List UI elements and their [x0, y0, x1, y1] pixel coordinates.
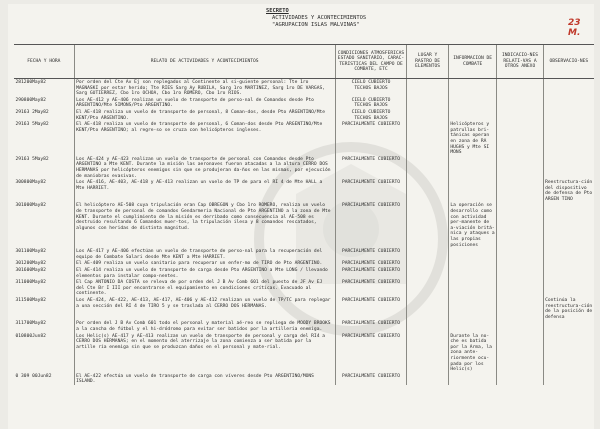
row-conditions: CIELO CUBIERTO TECHOS BAJOS: [335, 97, 407, 109]
row-combat-info: [448, 179, 497, 202]
row-annex: [497, 320, 543, 332]
row-location: [407, 297, 449, 320]
row-annex: [497, 79, 543, 97]
row-observations: [543, 279, 594, 297]
row-observations: [543, 248, 594, 260]
row-narrative: El AE-409 realiza un vuelo sanitario para recuperar un enfer-mo de TIRO de Pto ARGENTINO.: [74, 260, 335, 267]
row-annex: [497, 121, 543, 156]
row-observations: [543, 79, 594, 97]
row-conditions: CIELO CUBIERTO TECHOS BAJOS: [335, 79, 407, 97]
row-combat-info: Helicópteros y patrullas bri-tánicas operan en zona de RA HUGHS y Mte SI MONS: [448, 121, 497, 156]
row-annex: [497, 179, 543, 202]
row-conditions: PARCIALMENTE CUBIERTO: [335, 373, 407, 385]
row-date: 300800May82: [15, 180, 46, 186]
row-observations: [543, 267, 594, 279]
row-observations: [543, 121, 594, 156]
row-observations: Continúa la reestructura-ción de la posición de defensa: [545, 297, 593, 320]
table-row: [14, 333, 594, 373]
table-row: [14, 97, 594, 109]
column-header-observations: OBSERVACIO-NES: [543, 45, 594, 79]
row-date: 311500May82: [15, 297, 46, 303]
document-sheet: [8, 4, 594, 429]
row-location: [407, 260, 449, 267]
row-narrative: El AE-418 realiza un vuelo de transporte de personal, 6 Coman-dos desde Pto ARGENTINO/Mte KENT/Pto ARGENTINO; al regre-so se cruza con helicópteros ingleses.: [74, 121, 335, 156]
row-narrative: Los AE-412 y AE-406 realizan un vuelo de transporte de perso-nal de Comandos desde Pto ARGENTINO/Mte SIMONS/Pto ARGENTINO.: [74, 97, 335, 109]
row-location: [407, 97, 449, 109]
table-row: [14, 202, 594, 248]
row-narrative: El helicóptero AE-508 cuya tripulación eran Cap OBREGON y Cbo 1ro ROMERO, realiza un vuelo de transporte de personal de comandos Gendarmeria Nacional de Pto ARGENTINO a la zona de Mte KENT. Durante el cumplimiento de la misión es derribado como consecuencia al AE-508 es destruido resultando 6 Comandos muer-tos, la tripulación ilesa y 8 comandos rescatados, algunos con heridas de distinta magnitud.: [74, 202, 335, 248]
column-header-annex: INDICACIO-NES RELATI-VAS A OTROS ANEXO: [497, 45, 543, 79]
row-combat-info: [448, 248, 497, 260]
row-annex: [497, 248, 543, 260]
row-narrative: Por orden del J B Av Comb 601 todo el personal y material aé-reo se repliega de MOODY BROOKS a la cancha de fútbol y el hi-dródromo para evitar ser batidos por la artillería enemiga.: [74, 320, 335, 332]
unit-name: "AGRUPACION ISLAS MALVINAS": [272, 22, 360, 29]
row-date: 301200May82: [15, 261, 46, 267]
document-title: ACTIVIDADES Y ACONTECIMIENTOS: [272, 15, 367, 22]
row-conditions: PARCIALMENTE CUBIERTO: [335, 297, 407, 320]
row-observations: [543, 333, 594, 373]
row-observations: [543, 202, 594, 248]
row-location: [407, 179, 449, 202]
row-annex: [497, 97, 543, 109]
table-row: [14, 267, 594, 279]
table-row: [14, 279, 594, 297]
row-narrative: El AE-418 realiza un vuelo de transporte de personal, 8 Coman-dos, desde Pto ARGENTINO/Mte KENT/Pto ARGENTINO.: [74, 109, 335, 121]
row-narrative: Los AE-417 y AE-406 efectúan un vuelo de transporte de perso-nal para la recuperación del equipo de Combate Salari desde Mte KENT a Mte HARRIET.: [74, 248, 335, 260]
row-combat-info: [448, 97, 497, 109]
row-location: [407, 333, 449, 373]
column-header-location: LUGAR Y RASTRO DE ELEMENTOS: [407, 45, 449, 79]
row-annex: [497, 373, 543, 385]
table-row: [14, 297, 594, 320]
row-narrative: Por orden del Cte Av Ej son replegados al Continente al si-guiente personal: Tte 1ro MAGNASKI por estar herido; Tte RIES Sarg Ay RUBILA, Sarg 1ro MARTINEZ, Sarg 1ro DE VARGAS, Sarg GUTIERREZ, Cbo 1ro OCHOA, Cbo 1ro ROMERO, Cbo 1ro RIOS.: [74, 79, 335, 97]
row-observations: [543, 156, 594, 179]
row-date: 311700May82: [15, 321, 46, 327]
table-row: [14, 248, 594, 260]
row-conditions: PARCIALMENTE CUBIERTO: [335, 320, 407, 332]
table-row: [14, 121, 594, 156]
table-row: [14, 373, 594, 385]
row-observations: [543, 373, 594, 385]
row-combat-info: [448, 79, 497, 97]
row-location: [407, 121, 449, 156]
row-annex: [497, 267, 543, 279]
table-row: [14, 179, 594, 202]
row-conditions: PARCIALMENTE CUBIERTO: [335, 267, 407, 279]
row-date: 281200May82: [15, 80, 46, 85]
row-combat-info: [448, 279, 497, 297]
row-date: 311000May82: [15, 280, 46, 286]
row-location: [407, 267, 449, 279]
row-combat-info: [448, 320, 497, 332]
row-location: [407, 373, 449, 385]
row-narrative: Los AE-416, AE-403, AE-418 y AE-413 realizan un vuelo de TP de para el RI 4 de Mte HALL a Mte HARRIET.: [74, 179, 335, 202]
row-date: 010800Jun82: [15, 333, 46, 339]
row-combat-info: La operación se desarrollo como con actividad per-manente de a-viación britá-nica y ataques a las propias posiciones: [448, 202, 497, 248]
row-annex: [497, 260, 543, 267]
row-observations: [543, 260, 594, 267]
row-annex: [497, 333, 543, 373]
activities-log-table: [14, 44, 594, 385]
row-combat-info: Durante la no-che es batida por la Arma, la zona ante-riormente ocu-pada por los Helic(s): [448, 333, 497, 373]
row-combat-info: [448, 373, 497, 385]
row-combat-info: [448, 297, 497, 320]
row-annex: [497, 156, 543, 179]
row-observations: [543, 320, 594, 332]
row-location: [407, 156, 449, 179]
row-date: 29163 2May82: [15, 109, 49, 115]
row-location: [407, 202, 449, 248]
row-location: [407, 248, 449, 260]
document-heading: [266, 8, 366, 30]
table-body: [14, 79, 594, 385]
row-narrative: El Cap ANTONIO DA COSTA se releva de por orden del J B Av Comb 601 del puesto de JF Av EJ del Cte Br I III por encontrarse el equipamiento en condiciones críticas. Evacuado al continente.: [74, 279, 335, 297]
column-header-narrative: RELATO DE ACTIVIDADES Y ACONTECIMIENTOS: [74, 45, 335, 79]
row-conditions: PARCIALMENTE CUBIERTO: [335, 202, 407, 248]
row-conditions: PARCIALMENTE CUBIERTO: [335, 333, 407, 373]
row-location: [407, 320, 449, 332]
table-header: [14, 45, 594, 79]
row-annex: [497, 297, 543, 320]
row-observations: [543, 97, 594, 109]
row-combat-info: [448, 109, 497, 121]
row-annex: [497, 202, 543, 248]
row-conditions: PARCIALMENTE CUBIERTO: [335, 279, 407, 297]
row-conditions: PARCIALMENTE CUBIERTO: [335, 260, 407, 267]
row-date: 301100May82: [15, 249, 46, 255]
row-narrative: Los AE-424 y AE-423 realizan un vuelo de transporte de personal con Comandos desde Pto ARGENTINO a Mte KENT. Durante la misión las aeronaves fueron atacadas a la altura CERRO DOS HERMANAS por helicópteros enemigos sin que se produjeran da-ños en las mismas, por ejecución de maniobras evasivas.: [74, 156, 335, 179]
row-observations: [543, 109, 594, 121]
table-row: [14, 79, 594, 97]
row-annex: [497, 279, 543, 297]
row-combat-info: [448, 267, 497, 279]
row-conditions: PARCIALMENTE CUBIERTO: [335, 248, 407, 260]
row-date: 301000May82: [15, 203, 46, 209]
row-annex: [497, 109, 543, 121]
column-header-combat-info: INFORMACION DE COMBATE: [448, 45, 497, 79]
row-date: 29163 5May82: [15, 122, 49, 128]
row-date: 290800May82: [15, 97, 46, 103]
row-observations: Reestructura-ción del dispositivo de defensa de Pto ARGEN TINO: [545, 180, 593, 202]
row-date: 29163 5May82: [15, 156, 49, 162]
row-conditions: PARCIALMENTE CUBIERTO: [335, 156, 407, 179]
row-date: 301600May82: [15, 268, 46, 273]
classification-label: SECRETO: [266, 8, 289, 14]
table-row: [14, 260, 594, 267]
handwritten-page-number: 23 M.: [568, 18, 581, 38]
row-narrative: Los AE-424, AE-422, AE-413, AE-417, AE-406 y AE-412 realizan un vuelo de TP/TC para replegar a una sección del RI 4 de TIRO 5 y se traslada al CERRO DOS HERMANAS.: [74, 297, 335, 320]
row-narrative: El AE-422 efectúa un vuelo de transporte de carga con víveres desde Pto ARGENTINO/MONS ISLAND.: [74, 373, 335, 385]
table-row: [14, 156, 594, 179]
row-location: [407, 79, 449, 97]
row-combat-info: [448, 156, 497, 179]
column-header-date: FECHA Y HORA: [14, 45, 74, 79]
row-combat-info: [448, 260, 497, 267]
row-narrative: El AE-414 realiza un vuelo de transporte de carga desde Pto ARGENTINO a Mte LONG / llevando elementos para instalar compo-nentes.: [74, 267, 335, 279]
row-narrative: Los Helic(s) AE-417 y AE-413 realizan un vuelo de transporte de personal y carga del RI4 a CERRO DOS HERMANAS; en el momento del aterrizaje la zona comienza a ser batida por la artille ría enemiga sin que se produzcan daños en el personal y mate-rial.: [74, 333, 335, 373]
row-conditions: PARCIALMENTE CUBIERTO: [335, 121, 407, 156]
column-header-conditions: CONDICIONES ATMOSFERICAS ESTADO SANITARIO, CARAC-TERISTICAS DEL CAMPO DE COMBATE, ETC: [335, 45, 407, 79]
table-row: [14, 320, 594, 332]
row-location: [407, 279, 449, 297]
row-location: [407, 109, 449, 121]
row-conditions: PARCIALMENTE CUBIERTO: [335, 179, 407, 202]
row-date: 0 309 00Jun82: [15, 373, 52, 379]
row-conditions: CIELO CUBIERTO TECHOS BAJOS: [335, 109, 407, 121]
table-row: [14, 109, 594, 121]
